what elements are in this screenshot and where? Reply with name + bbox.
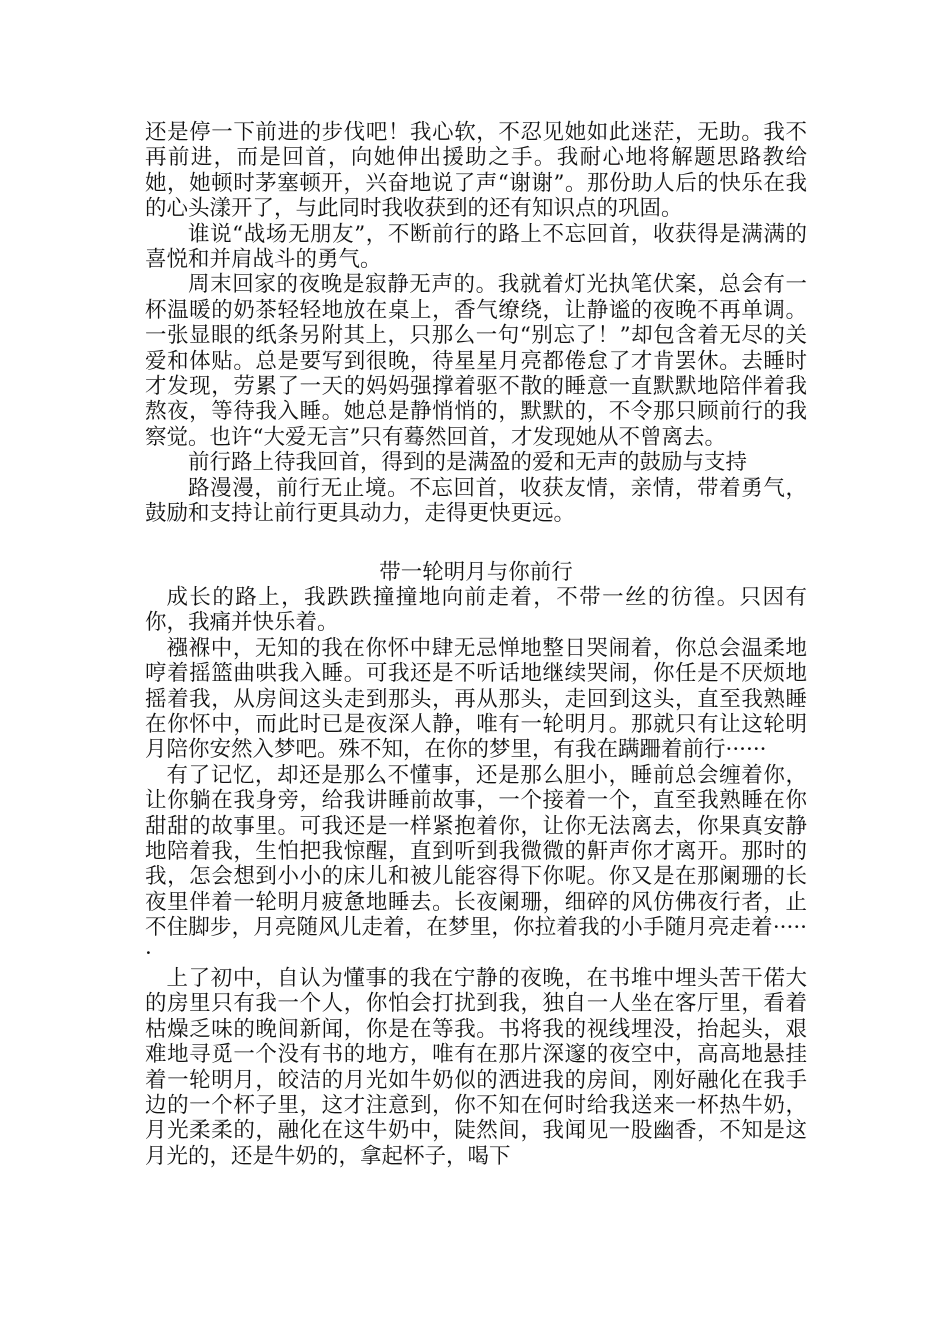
paragraph-infancy: 襁褓中，无知的我在你怀中肆无忌惮地整日哭闹着，你总会温柔地哼着摇篮曲哄我入睡。可我还是不听话地继续哭闹，你任是不厌烦地摇着我，从房间这头走到那头，再从那头，走回到这头，直至我熟睡在你怀中，而此时已是夜深人静，唯有一轮明月。那就只有让这轮明月陪你安然入梦吧。殊不知，在你的梦里，有我在蹒跚着前行······ — [145, 635, 807, 763]
essay-title: 带一轮明月与你前行 — [379, 559, 573, 585]
document-page — [145, 120, 807, 1169]
paragraph-mother-milk-tea: 周末回家的夜晚是寂静无声的。我就着灯光执笔伏案，总会有一杯温暖的奶茶轻轻地放在桌上，香气缭绕，让静谧的夜晚不再单调。一张显眼的纸条另附其上，只那么一句“别忘了！”却包含着无尽的关爱和体贴。总是要写到很晚，待星星月亮都倦怠了才肯罢休。去睡时才发现，劳累了一天的妈妈强撑着驱不散的睡意一直默默地陪伴着我熬夜，等待我入睡。她总是静悄悄的，默默的，不令那只顾前行的我察觉。也许“大爱无言”只有蓦然回首，才发现她从不曾离去。 — [145, 272, 807, 450]
paragraph-bedtime-stories: 有了记忆，却还是那么不懂事，还是那么胆小，睡前总会缠着你，让你躺在我身旁，给我讲睡前故事，一个接着一个，直至我熟睡在你甜甜的故事里。可我还是一样紧抱着你，让你无法离去，你果真安静地陪着我，生怕把我惊醒，直到听到我微微的鼾声你才离开。那时的我，怎会想到小小的床儿和被儿能容得下你呢。你又是在那阑珊的长夜里伴着一轮明月疲惫地睡去。长夜阑珊，细碎的风仿佛夜行者，止不住脚步，月亮随风儿走着，在梦里，你拉着我的小手随月亮走着······ — [145, 762, 807, 966]
paragraph-junior-high: 上了初中，自认为懂事的我在宁静的夜晚，在书堆中埋头苦干偌大的房里只有我一个人，你怕会打扰到我，独自一人坐在客厅里，看着枯燥乏味的晚间新闻，你是在等我。书将我的视线埋没，抬起头，艰难地寻觅一个没有书的地方，唯有在那片深邃的夜空中，高高地悬挂着一轮明月，皎洁的月光如牛奶似的洒进我的房间，刚好融化在我手边的一个杯子里，这才注意到，你不知在何时给我送来一杯热牛奶，月光柔柔的，融化在这牛奶中，陡然间，我闻见一股幽香，不知是这月光的，还是牛奶的，拿起杯子，喝下 — [145, 966, 807, 1169]
paragraph-love-support: 前行路上待我回首，得到的是满盈的爱和无声的鼓励与支持 — [188, 450, 748, 476]
paragraph-help-classmate: 还是停一下前进的步伐吧！我心软，不忍见她如此迷茫，无助。我不再前进，而是回首，向她伸出援助之手。我耐心地将解题思路教给她，她顿时茅塞顿开，兴奋地说了声“谢谢”。那份助人后的快乐在我的心头漾开了，与此同时我收获到的还有知识点的巩固。 — [145, 120, 807, 222]
paragraph-growing-up: 成长的路上，我跌跌撞撞地向前走着，不带一丝的彷徨。只因有你，我痛并快乐着。 — [145, 584, 807, 636]
paragraph-conclusion: 路漫漫，前行无止境。不忘回首，收获友情，亲情，带着勇气，鼓励和支持让前行更具动力，走得更快更远。 — [145, 475, 807, 527]
paragraph-battlefield-friends: 谁说“战场无朋友”，不断前行的路上不忘回首，收获得是满满的喜悦和并肩战斗的勇气。 — [145, 221, 807, 273]
